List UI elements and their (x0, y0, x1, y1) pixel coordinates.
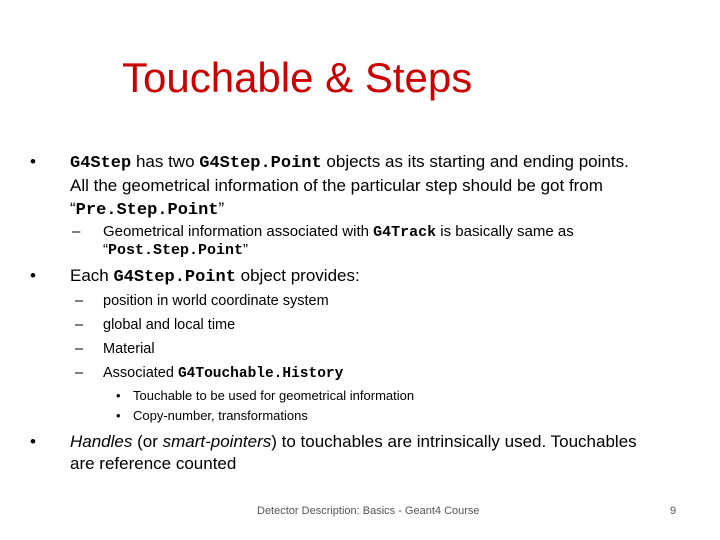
g4track-code: G4Track (373, 224, 437, 241)
poststep-code: Post.Step.Point (108, 242, 244, 259)
text-span: object provides: (235, 266, 360, 285)
smart-pointers-emphasis: smart-pointers (162, 432, 272, 451)
footer-text: Detector Description: Basics - Geant4 Course (257, 505, 480, 517)
list-item: position in world coordinate system (103, 293, 329, 309)
g4steppoint-code: G4Step.Point (113, 268, 236, 287)
sub-bullet-line-2 (103, 240, 248, 261)
g4step-code: G4Step (70, 154, 132, 173)
dash-marker: – (72, 223, 81, 240)
text-span: (or (132, 432, 163, 451)
text-span: is basically same as (436, 223, 574, 240)
text-span: has two (131, 152, 200, 171)
quote-close: ” (218, 199, 225, 218)
g4steppoint-code: G4Step.Point (199, 154, 322, 173)
quote-open: “ (103, 241, 108, 258)
dash-marker: – (75, 365, 84, 381)
bullet-1-line-2: All the geometrical information of the particular step should be got from (70, 176, 603, 195)
slide-title: Touchable & Steps (122, 54, 473, 101)
bullet-3-line-1 (70, 430, 637, 454)
bullet-1-line-1 (70, 150, 629, 176)
list-item (103, 361, 343, 386)
page-number: 9 (670, 505, 677, 517)
sub-sub-bullet-marker: • (116, 388, 121, 403)
text-span: Geometrical information associated with (103, 223, 374, 240)
sub-sub-item: Copy-number, transformations (133, 408, 308, 423)
list-item: global and local time (103, 317, 236, 333)
bullet-marker: • (30, 152, 36, 171)
bullet-marker: • (30, 432, 36, 451)
prestep-code: Pre.Step.Point (75, 201, 219, 220)
handles-emphasis: Handles (70, 432, 133, 451)
sub-sub-bullet-marker: • (116, 408, 121, 423)
dash-marker: – (75, 293, 84, 309)
quote-open: “ (70, 199, 76, 218)
quote-close: ” (243, 241, 249, 258)
bullet-3-line-2: are reference counted (70, 454, 237, 473)
text-span: objects as its starting and ending points. (321, 152, 629, 171)
dash-marker: – (75, 317, 84, 333)
sub-sub-item: Touchable to be used for geometrical information (133, 388, 415, 403)
list-item: Material (103, 341, 155, 357)
text-span: Associated (103, 365, 178, 381)
bullet-marker: • (30, 266, 36, 285)
bullet-1-line-3 (70, 197, 224, 223)
touchable-history-code: G4Touchable.History (177, 366, 344, 382)
bullet-2-line-1 (70, 264, 360, 290)
text-span: Each (70, 266, 114, 285)
text-span: ) to touchables are intrinsically used. Touchables (271, 432, 637, 451)
dash-marker: – (75, 341, 84, 357)
